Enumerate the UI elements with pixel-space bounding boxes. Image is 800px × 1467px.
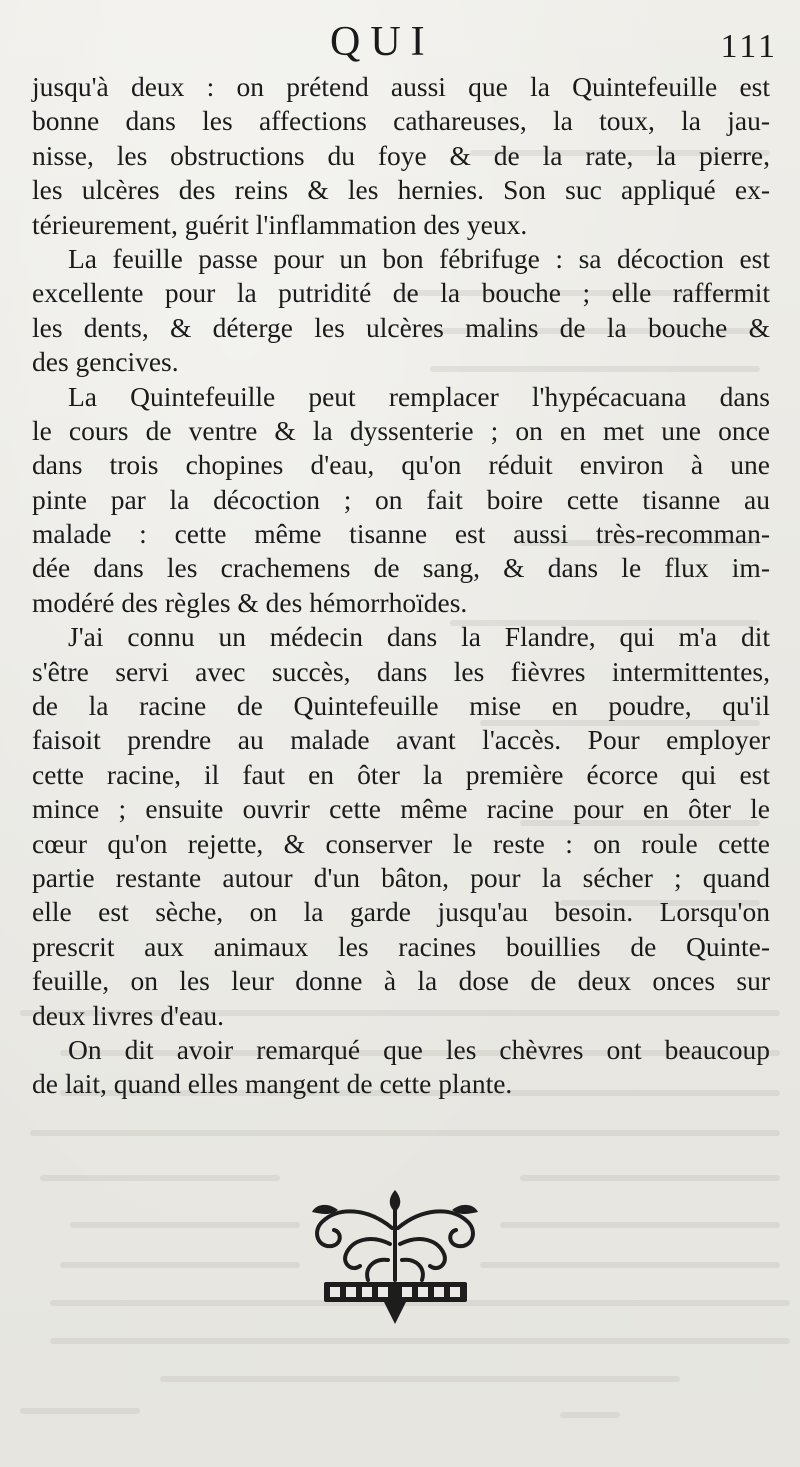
text-line: dans trois chopines d'eau, qu'on réduit environ à une <box>32 449 770 481</box>
text-line: térieurement, guérit l'inflammation des yeux. <box>32 208 528 240</box>
paragraph <box>32 70 770 242</box>
paragraph <box>32 380 770 621</box>
text-line: s'être servi avec succès, dans les fièvres intermittentes, <box>32 655 770 687</box>
text-line: des gencives. <box>32 346 179 378</box>
text-line: La feuille passe pour un bon fébrifuge : sa décoction est <box>68 242 770 274</box>
text-line: excellente pour la putridité de la bouche ; elle raffermit <box>32 277 770 309</box>
text-line: mince ; ensuite ouvrir cette même racine pour en ôter le <box>32 793 770 825</box>
text-line: On dit avoir remarqué que les chèvres ont beaucoup <box>68 1033 770 1065</box>
text-line: le cours de ventre & la dyssenterie ; on en met une once <box>32 414 770 446</box>
text-line: les dents, & déterge les ulcères malins de la bouche & <box>32 311 770 343</box>
body-text <box>32 70 770 1102</box>
text-line: partie restante autour d'un bâton, pour la sécher ; quand <box>32 861 770 893</box>
running-head: QUI <box>330 19 435 65</box>
text-line: cœur qu'on rejette, & conserver le reste : on roule cette <box>32 827 770 859</box>
text-line: pinte par la décoction ; on fait boire cette tisanne au <box>32 483 770 515</box>
text-line: nisse, les obstructions du foye & de la rate, la pierre, <box>32 139 770 171</box>
fleuron-ornament-icon <box>308 1188 483 1328</box>
page-header <box>0 14 800 74</box>
text-line: bonne dans les affections cathareuses, la toux, la jau- <box>32 105 770 137</box>
paragraph <box>32 620 770 1033</box>
text-line: J'ai connu un médecin dans la Flandre, qui m'a dit <box>68 621 770 653</box>
text-line: elle est sèche, on la garde jusqu'au besoin. Lorsqu'on <box>32 896 770 928</box>
text-line: cette racine, il faut en ôter la première écorce qui est <box>32 758 770 790</box>
text-line: de la racine de Quintefeuille mise en poudre, qu'il <box>32 690 770 722</box>
paragraph <box>32 1033 770 1102</box>
text-line: modéré des règles & des hémorrhoïdes. <box>32 586 468 618</box>
text-line: de lait, quand elles mangent de cette plante. <box>32 1068 513 1100</box>
text-line: prescrit aux animaux les racines bouillies de Quinte- <box>32 930 770 962</box>
text-line: La Quintefeuille peut remplacer l'hypécacuana dans <box>68 380 770 412</box>
paragraph <box>32 242 770 380</box>
text-line: malade : cette même tisanne est aussi très-recomman- <box>32 518 770 550</box>
text-line: faisoit prendre au malade avant l'accès. Pour employer <box>32 724 770 756</box>
text-line: les ulcères des reins & les hernies. Son suc appliqué ex- <box>32 174 770 206</box>
text-line: deux livres d'eau. <box>32 999 225 1031</box>
text-line: jusqu'à deux : on prétend aussi que la Quintefeuille est <box>32 71 770 102</box>
text-line: dée dans les crachemens de sang, & dans le flux im- <box>32 552 770 584</box>
text-line: feuille, on les leur donne à la dose de deux onces sur <box>32 965 770 997</box>
page-number: 111 <box>720 28 778 65</box>
